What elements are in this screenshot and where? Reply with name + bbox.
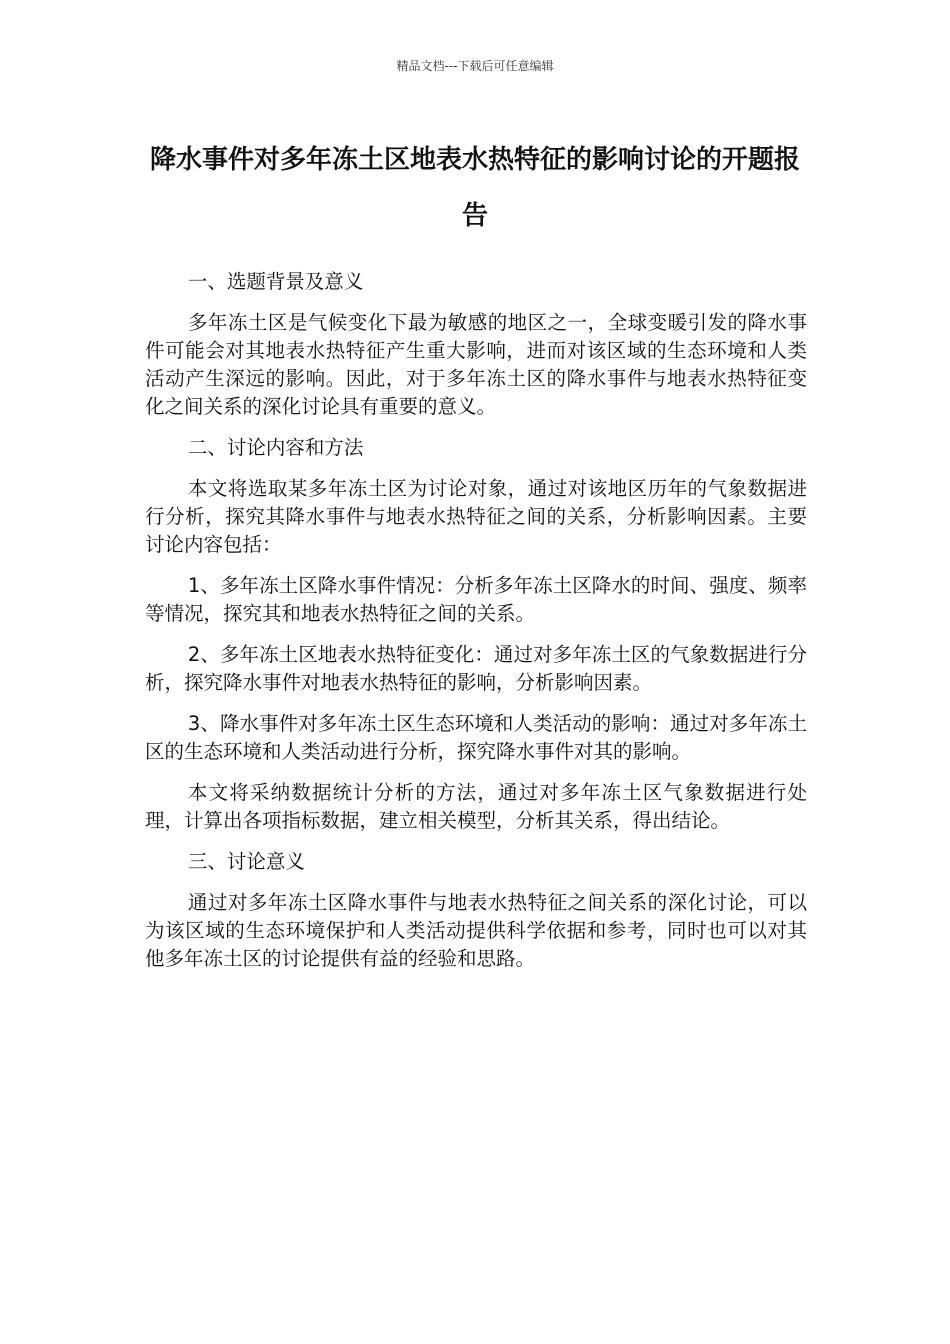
list-item: 2、多年冻土区地表水热特征变化：通过对多年冻土区的气象数据进行分析，探究降水事件对地表水热特征的影响，分析影响因素。 [145,643,807,694]
paragraph: 多年冻土区是气候变化下最为敏感的地区之一，全球变暖引发的降水事件可能会对其地表水热特征产生重大影响，进而对该区域的生态环境和人类活动产生深远的影响。因此，对于多年冻土区的降水事件与地表水热特征变化之间关系的深化讨论具有重要的意义。 [145,311,807,418]
section-significance [145,848,807,973]
list-item: 1、多年冻土区降水事件情况：分析多年冻土区降水的时间、强度、频率等情况，探究其和地表水热特征之间的关系。 [145,574,807,625]
page-header: 精品文档---下载后可任意编辑 [396,59,554,73]
list-item: 3、降水事件对多年冻土区生态环境和人类活动的影响：通过对多年冻土区的生态环境和人类活动进行分析，探究降水事件对其的影响。 [145,712,807,763]
paragraph: 通过对多年冻土区降水事件与地表水热特征之间关系的深化讨论，可以为该区域的生态环境保护和人类活动提供科学依据和参考，同时也可以对其他多年冻土区的讨论提供有益的经验和思路。 [145,891,807,970]
document-body [145,268,807,986]
section-heading: 三、讨论意义 [187,850,305,873]
section-heading: 二、讨论内容和方法 [187,436,364,459]
paragraph: 本文将采纳数据统计分析的方法，通过对多年冻土区气象数据进行处理，计算出各项指标数据，建立相关模型，分析其关系，得出结论。 [145,781,807,832]
document-title: 降水事件对多年冻土区地表水热特征的影响讨论的开题报告 [149,145,800,231]
section-heading: 一、选题背景及意义 [187,270,364,293]
section-content-methods [145,434,807,835]
section-background [145,268,807,421]
paragraph: 本文将选取某多年冻土区为讨论对象，通过对该地区历年的气象数据进行分析，探究其降水事件与地表水热特征之间的关系，分析影响因素。主要讨论内容包括： [145,477,807,556]
